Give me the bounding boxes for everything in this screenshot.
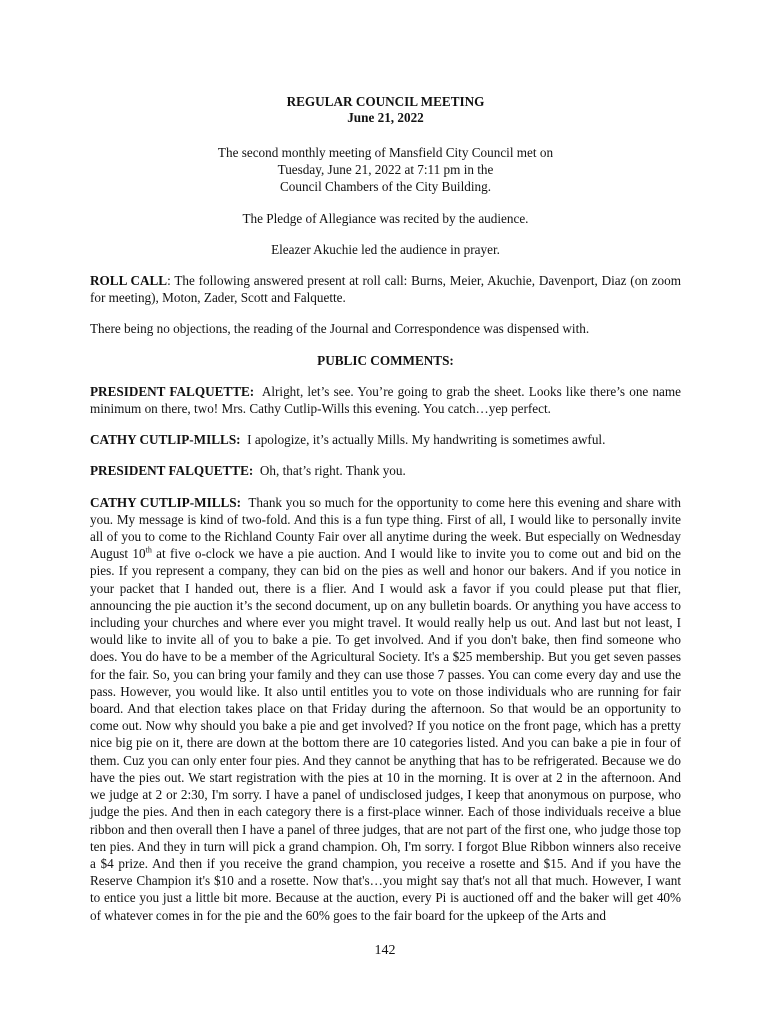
page-content	[90, 94, 681, 924]
public-comments-heading: PUBLIC COMMENTS:	[317, 352, 454, 368]
speaker-name: PRESIDENT FALQUETTE:	[90, 383, 255, 399]
comment-paragraph	[90, 431, 681, 448]
journal-text: There being no objections, the reading of the Journal and Correspondence was dispensed with.	[90, 321, 590, 337]
comment-text: Oh, that’s right. Thank you.	[259, 463, 406, 479]
intro-line-2: Tuesday, June 21, 2022 at 7:11 pm in the	[277, 162, 494, 178]
speaker-name: PRESIDENT FALQUETTE:	[90, 463, 254, 479]
long-comment-text-end: at five o-clock we have a pie auction. And I would like to invite you to come out and bid on the pies. If you represent a company, they can bid on the pies as well and honor our bakers. And if you notice in your packet that I handed out, there is a flier. And I would ask a favor if you could please put that flier, announcing the pie auction it’s the second document, up on any bulletin boards. Or anything you have access to including your churches and where ever you might travel. It would really help us out. And last but not least, I would like to invite all of you to bake a pie. To get involved. And if you don't bake, then find someone who does. You do have to be a member of the Agricultural Society. It's a $25 membership. But you get seven passes for the fair. So, you can bring your family and they can use those 7 passes. You can come every day and use the pass. However, you would like. It also until entitles you to vote on those individuals who are running for fair board. And that election takes place on that Friday during the afternoon. So that would be an opportunity to come out. Now why should you bake a pie and get involved? If you notice on the front page, which has a pretty nice big pie on it, there are down at the bottom there are 10 categories listed. And you can bake a pie in four of them. Cuz you can only enter four pies. And they cannot be anything that has to be refrigerated. Because we do have the pies out. We start registration with the pies at 10 in the morning. It is over at 2 in the afternoon. And we judge at 2 or 2:30, I'm sorry. I have a panel of undisclosed judges, I keep that anonymous on purpose, who judge the pies. And then in each category there is a first-place winner. Each of those individuals receive a blue ribbon and then overall then I have a panel of three judges, that are not part of the first one, who judge those top ten pies. And they in turn will pick a grand champion. Oh, I'm sorry. I forgot Blue Ribbon winners also receive a $4 prize. And then if you receive the grand champion, you receive a rosette and $15. And if you have the Reserve Champion it's $10 and a rosette. Now that's…you might say that's not all that much. However, I want to entice you just a little bit more. Because at the auction, every Pi is auctioned off and the baker will get 40% of whatever comes in for the pie and the 60% goes to the fair board for the upkeep of the Arts and	[90, 546, 681, 923]
comment-text: I apologize, it’s actually Mills. My handwriting is sometimes awful.	[247, 432, 606, 448]
page-number: 142	[374, 943, 396, 958]
speaker-name: CATHY CUTLIP-MILLS:	[90, 432, 241, 448]
meeting-date: June 21, 2022	[347, 110, 424, 125]
long-comment-text-start: Thank you so much for the opportunity to come here this evening and share with you. My message is kind of two-fold. And this is a fun type thing. First of all, I would like to personally invite all of you to come to the Richland County Fair over all anytime during the week. But especially on Wednesday August 10	[90, 494, 682, 562]
ordinal-suffix: th	[145, 545, 152, 555]
comment-paragraph	[90, 383, 681, 417]
roll-call-label: ROLL CALL	[90, 273, 168, 289]
pledge-text: The Pledge of Allegiance was recited by the audience.	[242, 210, 529, 226]
comment-paragraph	[90, 462, 681, 479]
roll-call-text: : The following answered present at roll call: Burns, Meier, Akuchie, Davenport, Diaz (on zoom for meeting), Moton, Zader, Scott and Falquette.	[90, 273, 681, 306]
intro-line-1: The second monthly meeting of Mansfield City Council met on	[217, 145, 554, 160]
speaker-name: CATHY CUTLIP-MILLS:	[90, 494, 242, 510]
comment-text: Alright, let’s see. You’re going to grab the sheet. Looks like there’s one name minimum on there, two! Mrs. Cathy Cutlip-Wills this evening. You catch…yep perfect.	[90, 383, 682, 417]
meeting-title: REGULAR COUNCIL MEETING	[286, 94, 485, 109]
intro-line-3: Council Chambers of the City Building.	[280, 179, 491, 195]
long-comment-paragraph	[90, 494, 681, 924]
prayer-text: Eleazer Akuchie led the audience in prayer.	[271, 241, 500, 257]
intro-block	[90, 144, 681, 196]
roll-call-paragraph	[90, 272, 681, 306]
